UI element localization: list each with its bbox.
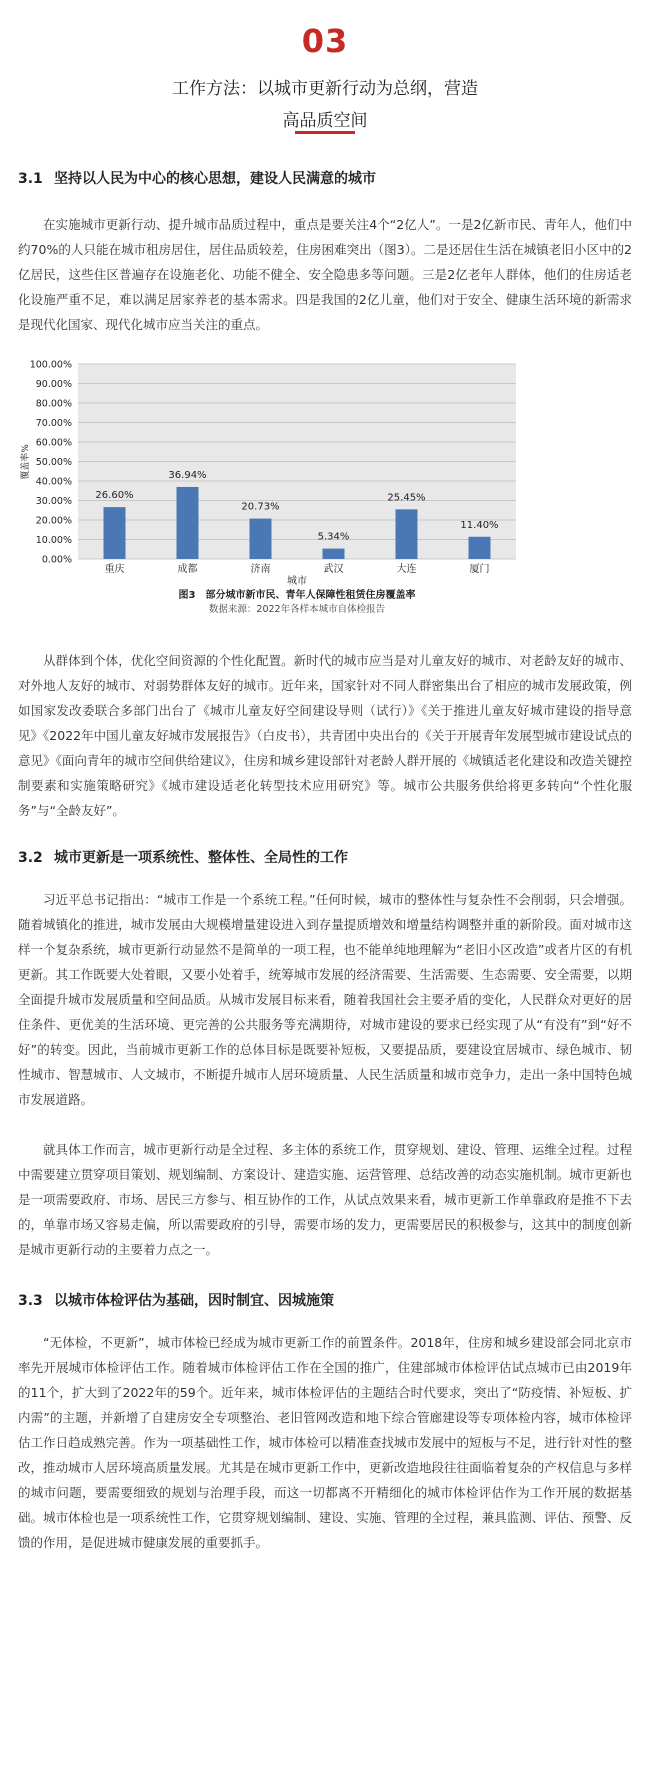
figure-source: 数据来源：2022年各样本城市自体检报告 — [208, 604, 386, 615]
bar — [469, 537, 491, 559]
x-tick-label: 武汉 — [323, 564, 344, 575]
y-tick-label: 90.00% — [35, 379, 72, 390]
y-tick-label: 30.00% — [35, 496, 72, 507]
y-tick-label: 20.00% — [35, 515, 72, 527]
data-label: 26.60% — [95, 490, 134, 502]
subsection-title: 城市更新是一项系统性、整体性、全局性的工作 — [54, 850, 348, 866]
y-axis-label: 覆盖率% — [21, 444, 31, 480]
bar — [177, 487, 199, 559]
subsection-number: 3.3 — [18, 1293, 43, 1309]
subsection-heading-3-2 — [18, 847, 348, 867]
section-title-line1: 工作方法：以城市更新行动为总纲，营造 — [172, 79, 478, 99]
subsection-title: 以城市体检评估为基础，因时制宜、因城施策 — [54, 1293, 334, 1309]
y-tick-label: 50.00% — [35, 457, 72, 468]
bar-chart — [0, 350, 650, 625]
y-tick-label: 40.00% — [35, 476, 72, 488]
bar — [104, 507, 126, 559]
bar — [250, 519, 272, 559]
paragraph: “无体检，不更新”，城市体检已经成为城市更新工作的前置条件。2018年，住房和城乡建设部会同北京市率先开展城市体检评估工作。随着城市体检评估工作在全国的推广，住建部城市体检评估试点城市已由2019年的11个，扩大到了2022年的59个。近年来，城市体检评估的主题结合时代要求，突出了“防疫情、补短板、扩内需”的主题，并新增了自建房安全专项整治、老旧管网改造和地下综合管廊建设等专项体检内容，城市体检评估工作日趋成熟完善。作为一项基础性工作，城市体检可以精准查找城市发展中的短板与不足，进行针对性的整改，推动城市人居环境高质量发展。尤其是在城市更新工作中，更新改造地段往往面临着复杂的产权信息与多样的城市问题，要需要细致的规划与治理手段，而这一切都离不开精细化的城市体检评估作为工作开展的数据基础。城市体检也是一项系统性工作，它贯穿规划编制、建设、实施、管理的全过程，兼具监测、评估、预警、反馈的作用，是促进城市健康发展的重要抓手。 — [18, 1335, 632, 1550]
paragraph: 从群体到个体，优化空间资源的个性化配置。新时代的城市应当是对儿童友好的城市、对老龄友好的城市、对外地人友好的城市、对弱势群体友好的城市。近年来，国家针对不同人群密集出台了相应的城市发展政策，例如国家发改委联合多部门出台了《城市儿童友好空间建设导则（试行）》《关于推进儿童友好城市建设的指导意见》《2022年中国儿童友好城市发展报告》（白皮书），共青团中央出台的《关于开展青年发展型城市建设试点的意见》《面向青年的城市空间供给建议》，住房和城乡建设部针对老龄人群开展的《城镇适老化建设和改造关键控制要素和实施策略研究》《城市建设适老化转型技术应用研究》等。城市公共服务供给将更多转向“个性化服务”与“全龄友好”。 — [18, 653, 632, 818]
subsection-number: 3.1 — [18, 171, 43, 187]
x-tick-label: 济南 — [250, 564, 271, 575]
data-label: 36.94% — [168, 469, 207, 481]
paragraph: 习近平总书记指出：“城市工作是一个系统工程。”任何时候，城市的整体性与复杂性不会削弱，只会增强。随着城镇化的推进，城市发展由大规模增量建设进入到存量提质增效和增量结构调整并重的新阶段。面对城市这样一个复杂系统，城市更新行动显然不是简单的一项工程，也不能单纯地理解为“老旧小区改造”或者片区的有机更新。其工作既要大处着眼，又要小处着手，统筹城市发展的经济需要、生活需要、生态需要、安全需要，以期全面提升城市发展质量和空间品质。从城市发展目标来看，随着我国社会主要矛盾的变化，人民群众对更好的居住条件、更优美的生活环境、更完善的公共服务等充满期待，对城市建设的要求已经实现了从“有没有”到“好不好”的转变。因此，当前城市更新工作的总体目标是既要补短板，又要提品质，要建设宜居城市、绿色城市、韧性城市、智慧城市、人文城市，不断提升城市人居环境质量、人民生活质量和城市竞争力，走出一条中国特色城市发展道路。 — [18, 892, 632, 1107]
subsection-title: 坚持以人民为中心的核心思想，建设人民满意的城市 — [54, 171, 376, 187]
subsection-heading-3-1 — [18, 168, 376, 188]
y-tick-label: 60.00% — [35, 437, 72, 449]
y-tick-label: 10.00% — [35, 535, 72, 546]
x-tick-label: 成都 — [177, 564, 198, 575]
section-title-line2: 高品质空间 — [282, 111, 368, 131]
subsection-heading-3-3 — [18, 1290, 334, 1310]
y-tick-label: 100.00% — [29, 359, 72, 371]
bar — [323, 549, 345, 559]
y-tick-label: 70.00% — [35, 418, 72, 429]
data-label: 25.45% — [387, 492, 426, 504]
data-label: 5.34% — [317, 531, 350, 543]
section-number: 03 — [301, 22, 349, 60]
paragraph: 就具体工作而言，城市更新行动是全过程、多主体的系统工作，贯穿规划、建设、管理、运维全过程。过程中需要建立贯穿项目策划、规划编制、方案设计、建造实施、运营管理、总结改善的动态实施机制。城市更新也是一项需要政府、市场、居民三方参与、相互协作的工作，从试点效果来看，城市更新工作单靠政府是推不下去的，单靠市场又容易走偏，所以需要政府的引导，需要市场的发力，更需要居民的积极参与，这其中的制度创新是城市更新行动的主要着力点之一。 — [18, 1142, 632, 1257]
x-tick-label: 大连 — [396, 564, 417, 575]
x-tick-label: 重庆 — [104, 564, 125, 575]
y-tick-label: 0.00% — [41, 554, 72, 566]
title-underline — [295, 131, 355, 134]
data-label: 20.73% — [241, 501, 280, 513]
bar — [396, 509, 418, 559]
data-label: 11.40% — [460, 519, 499, 531]
x-axis-label: 城市 — [287, 576, 307, 587]
figure-caption: 图3 部分城市新市民、青年人保障性租赁住房覆盖率 — [178, 590, 416, 601]
paragraph: 在实施城市更新行动、提升城市品质过程中，重点是要关注4个“2亿人”。一是2亿新市民、青年人，他们中约70%的人只能在城市租房居住，居住品质较差，住房困难突出（图3）。二是还居住生活在城镇老旧小区中的2亿居民，这些住区普遍存在设施老化、功能不健全、安全隐患多等问题。三是2亿老年人群体，他们的住房适老化设施严重不足，难以满足居家养老的基本需求。四是我国的2亿儿童，他们对于安全、健康生活环境的新需求是现代化国家、现代化城市应当关注的重点。 — [18, 217, 632, 332]
x-tick-label: 厦门 — [469, 564, 490, 575]
y-tick-label: 80.00% — [35, 398, 72, 410]
subsection-number: 3.2 — [18, 850, 43, 866]
